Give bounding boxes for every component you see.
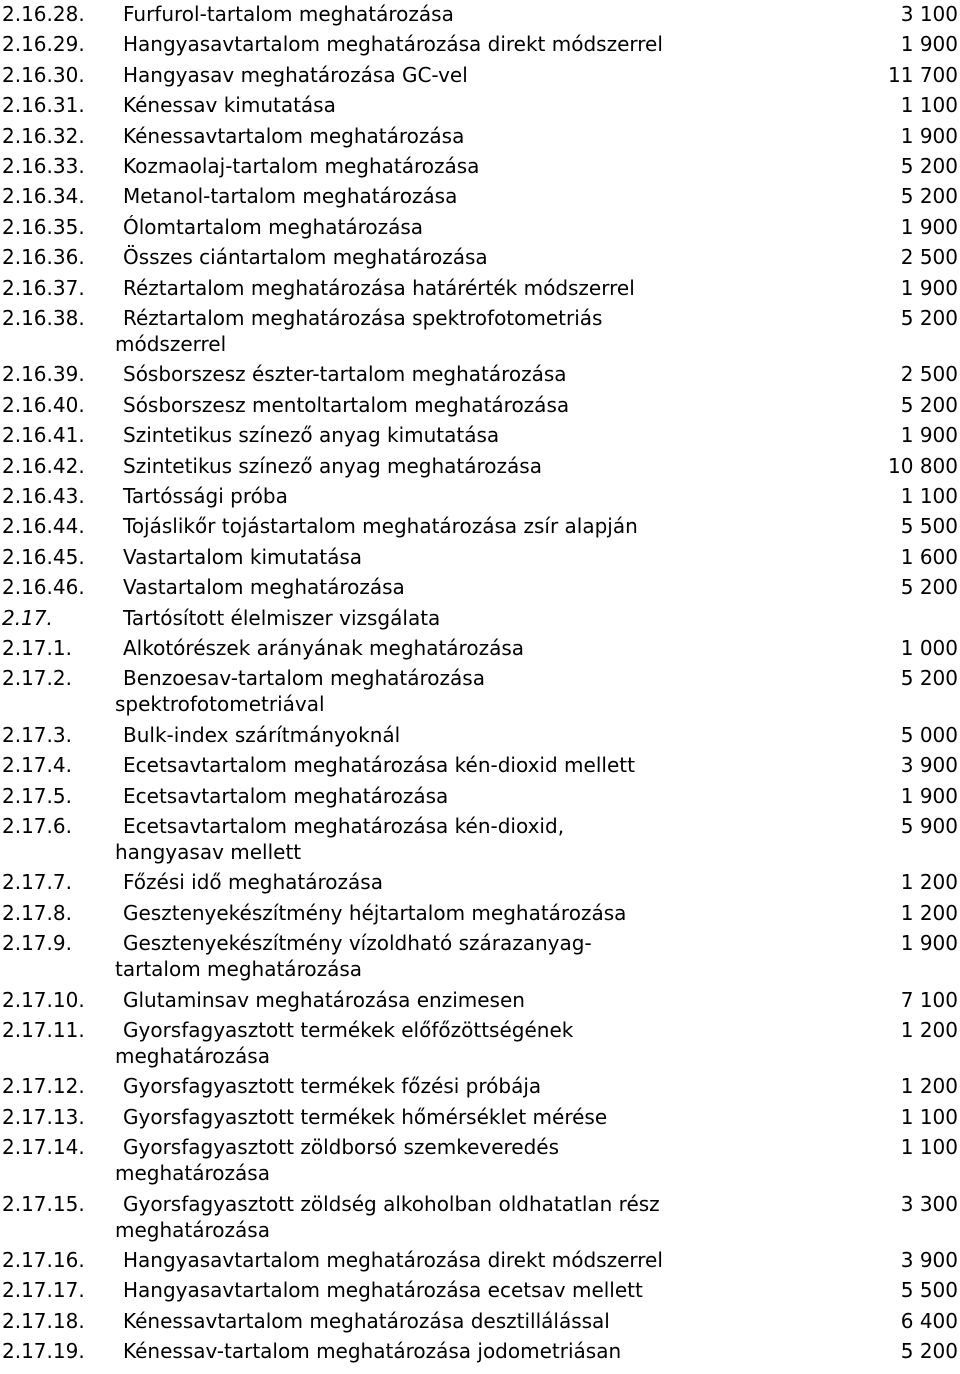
item-title	[123, 752, 743, 778]
item-title-line: Gyorsfagyasztott termékek hőmérséklet mérése	[123, 1104, 608, 1129]
item-title-line: Metanol-tartalom meghatározása	[123, 184, 458, 209]
item-code: 2.17.1.	[2, 636, 72, 660]
item-title-line: Hangyasavtartalom meghatározása ecetsav mellett	[123, 1278, 643, 1303]
item-title-line: Tartóssági próba	[123, 484, 288, 508]
item-code: 2.16.32.	[2, 123, 85, 148]
item-title	[123, 1247, 743, 1273]
item-price: 1 900	[900, 214, 958, 239]
item-title-line: Gesztenyekészítmény héjtartalom meghatározása	[123, 900, 627, 925]
item-title-line: Főzési idő meghatározása	[123, 870, 383, 895]
item-price: 1 900	[900, 123, 958, 148]
item-title	[115, 1191, 743, 1243]
item-code: 2.17.18.	[2, 1308, 85, 1333]
item-title-continuation: meghatározása	[115, 1161, 270, 1186]
item-price: 3 100	[900, 2, 958, 26]
item-price: 6 400	[900, 1308, 958, 1333]
item-code: 2.16.39.	[2, 362, 85, 387]
item-title-line: Kénessavtartalom meghatározása desztillálással	[123, 1308, 610, 1333]
item-title-line: Szintetikus színező anyag kimutatása	[123, 423, 500, 448]
item-code: 2.16.42.	[2, 453, 85, 478]
item-code: 2.17.4.	[2, 753, 72, 778]
item-title-continuation: módszerrel	[115, 332, 227, 356]
item-code: 2.17.6.	[2, 814, 72, 838]
item-title-line: Kozmaolaj-tartalom meghatározása	[123, 154, 480, 178]
item-code: 2.16.33.	[2, 154, 85, 178]
item-title	[123, 422, 743, 448]
item-title-line: Benzoesav-tartalom meghatározása	[123, 666, 485, 691]
item-price: 5 200	[900, 392, 958, 417]
item-title	[123, 1073, 743, 1099]
item-title	[123, 513, 743, 539]
item-title	[123, 453, 743, 479]
item-price: 11 700	[888, 62, 958, 87]
item-code: 2.16.40.	[2, 392, 85, 417]
item-title-continuation: meghatározása	[115, 1217, 270, 1242]
item-code: 2.16.43.	[2, 484, 85, 508]
item-price: 1 200	[900, 1018, 958, 1042]
item-title-line: Tojáslikőr tojástartalom meghatározása zsír alapján	[123, 514, 638, 539]
item-price: 5 200	[900, 306, 958, 330]
item-title	[123, 783, 743, 809]
item-title	[123, 605, 743, 631]
item-title	[123, 869, 743, 895]
item-code: 2.16.29.	[2, 32, 85, 57]
item-code: 2.16.28.	[2, 2, 85, 26]
item-title-line: Szintetikus színező anyag meghatározása	[123, 453, 542, 478]
item-code: 2.17.13.	[2, 1104, 85, 1129]
item-code: 2.17.10.	[2, 987, 85, 1012]
item-price: 5 200	[900, 575, 958, 600]
item-title	[115, 1134, 743, 1186]
item-price: 7 100	[900, 987, 958, 1012]
item-price: 2 500	[900, 362, 958, 387]
item-title	[123, 1338, 743, 1364]
item-price: 1 100	[900, 1135, 958, 1160]
item-code: 2.17.8.	[2, 900, 72, 925]
item-title-line: Hangyasav meghatározása GC-vel	[123, 62, 468, 87]
item-title-line: Gyorsfagyasztott zöldborsó szemkeveredés	[123, 1135, 560, 1160]
item-code: 2.17.3.	[2, 722, 72, 747]
item-code: 2.16.30.	[2, 62, 85, 87]
item-price: 5 200	[900, 184, 958, 209]
item-price: 1 200	[900, 900, 958, 925]
item-price: 5 500	[900, 514, 958, 539]
item-title	[123, 900, 743, 926]
item-title-line: Ecetsavtartalom meghatározása kén-dioxid,	[123, 814, 565, 838]
item-title	[115, 305, 743, 357]
item-title	[115, 930, 743, 982]
item-title-line: Sósborszesz mentoltartalom meghatározása	[123, 392, 570, 417]
item-title	[123, 123, 743, 149]
item-code: 2.17.12.	[2, 1074, 85, 1099]
item-code: 2.17.19.	[2, 1339, 85, 1364]
item-title	[123, 275, 743, 301]
item-title	[123, 544, 743, 570]
item-code: 2.17.16.	[2, 1248, 85, 1272]
item-price: 1 100	[900, 93, 958, 118]
item-title	[123, 1308, 743, 1334]
item-title-continuation: hangyasav mellett	[115, 840, 302, 864]
item-title	[123, 1277, 743, 1303]
item-title-continuation: meghatározása	[115, 1044, 270, 1068]
item-title-line: Gesztenyekészítmény vízoldható szárazanyag-	[123, 931, 592, 956]
item-code: 2.16.44.	[2, 514, 85, 539]
item-price: 3 900	[900, 753, 958, 778]
item-title	[123, 1104, 743, 1130]
item-title-line: Hangyasavtartalom meghatározása direkt módszerrel	[123, 1248, 663, 1272]
item-price: 3 900	[900, 1248, 958, 1272]
item-code: 2.16.41.	[2, 423, 85, 448]
item-title	[123, 987, 743, 1013]
item-code: 2.17.9.	[2, 931, 72, 956]
item-title-line: Sósborszesz észter-tartalom meghatározása	[123, 362, 567, 387]
item-price: 5 200	[900, 1339, 958, 1364]
item-title	[123, 31, 743, 57]
item-code: 2.16.37.	[2, 275, 85, 300]
item-title	[115, 813, 743, 865]
item-price: 5 000	[900, 722, 958, 747]
item-price: 1 100	[900, 1104, 958, 1129]
item-title-line: Kénessavtartalom meghatározása	[123, 123, 465, 148]
item-price: 1 000	[900, 636, 958, 660]
item-price: 1 200	[900, 1074, 958, 1099]
item-title	[123, 244, 743, 270]
item-title-line: Vastartalom kimutatása	[123, 544, 363, 569]
item-code: 2.16.46.	[2, 575, 85, 600]
item-code: 2.16.45.	[2, 544, 85, 569]
item-price: 1 200	[900, 870, 958, 895]
item-title-line: Bulk-index szárítmányoknál	[123, 722, 401, 747]
item-price: 1 900	[900, 32, 958, 57]
item-code: 2.17.14.	[2, 1135, 85, 1160]
item-title-line: Tartósított élelmiszer vizsgálata	[123, 605, 441, 630]
item-code: 2.17.15.	[2, 1191, 85, 1216]
item-price: 1 100	[900, 484, 958, 508]
item-title-line: Ecetsavtartalom meghatározása	[123, 783, 449, 808]
item-title	[123, 1, 743, 27]
item-code: 2.16.31.	[2, 93, 85, 118]
item-title	[123, 483, 743, 509]
item-code: 2.17.2.	[2, 666, 72, 691]
item-title	[123, 153, 743, 179]
item-title-line: Gyorsfagyasztott termékek főzési próbája	[123, 1074, 542, 1099]
item-title-line: Ecetsavtartalom meghatározása kén-dioxid mellett	[123, 753, 635, 778]
item-price: 3 300	[900, 1191, 958, 1216]
item-price: 5 200	[900, 666, 958, 691]
item-price: 2 500	[900, 245, 958, 270]
item-title-continuation: tartalom meghatározása	[115, 957, 363, 982]
item-code: 2.17.	[2, 605, 53, 630]
item-price: 1 900	[900, 783, 958, 808]
item-title	[123, 361, 743, 387]
item-code: 2.16.38.	[2, 306, 85, 330]
item-title	[123, 62, 743, 88]
item-title-line: Glutaminsav meghatározása enzimesen	[123, 987, 525, 1012]
item-title	[123, 722, 743, 748]
item-price: 1 900	[900, 423, 958, 448]
item-title-line: Ólomtartalom meghatározása	[123, 214, 424, 239]
item-code: 2.17.5.	[2, 783, 72, 808]
item-title-line: Gyorsfagyasztott zöldség alkoholban oldhatatlan rész	[123, 1191, 660, 1216]
item-title-line: Réztartalom meghatározása spektrofotometriás	[123, 306, 603, 330]
item-code: 2.16.35.	[2, 214, 85, 239]
item-price: 1 600	[900, 544, 958, 569]
item-title-line: Alkotórészek arányának meghatározása	[123, 636, 525, 660]
item-price: 10 800	[888, 453, 958, 478]
item-price: 5 900	[900, 814, 958, 838]
item-title	[115, 665, 743, 717]
item-code: 2.17.7.	[2, 870, 72, 895]
item-code: 2.16.36.	[2, 245, 85, 270]
item-price: 1 900	[900, 275, 958, 300]
item-price: 1 900	[900, 931, 958, 956]
item-title-continuation: spektrofotometriával	[115, 692, 325, 717]
item-title	[123, 574, 743, 600]
item-title-line: Összes ciántartalom meghatározása	[123, 245, 488, 270]
item-title-line: Gyorsfagyasztott termékek előfőzöttségének	[123, 1018, 574, 1042]
item-title-line: Réztartalom meghatározása határérték módszerrel	[123, 275, 635, 300]
item-price: 5 500	[900, 1278, 958, 1303]
item-title-line: Hangyasavtartalom meghatározása direkt módszerrel	[123, 32, 663, 57]
item-title	[123, 392, 743, 418]
item-title	[123, 635, 743, 661]
item-code: 2.17.11.	[2, 1018, 85, 1042]
item-title	[123, 92, 743, 118]
item-title-line: Kénessav kimutatása	[123, 93, 336, 118]
item-price: 5 200	[900, 154, 958, 178]
item-title-line: Furfurol-tartalom meghatározása	[123, 2, 454, 26]
item-title	[115, 1017, 743, 1069]
item-code: 2.16.34.	[2, 184, 85, 209]
item-title	[123, 183, 743, 209]
item-code: 2.17.17.	[2, 1278, 85, 1303]
item-title-line: Kénessav-tartalom meghatározása jodometriásan	[123, 1339, 622, 1364]
item-title-line: Vastartalom meghatározása	[123, 575, 405, 600]
item-title	[123, 214, 743, 240]
